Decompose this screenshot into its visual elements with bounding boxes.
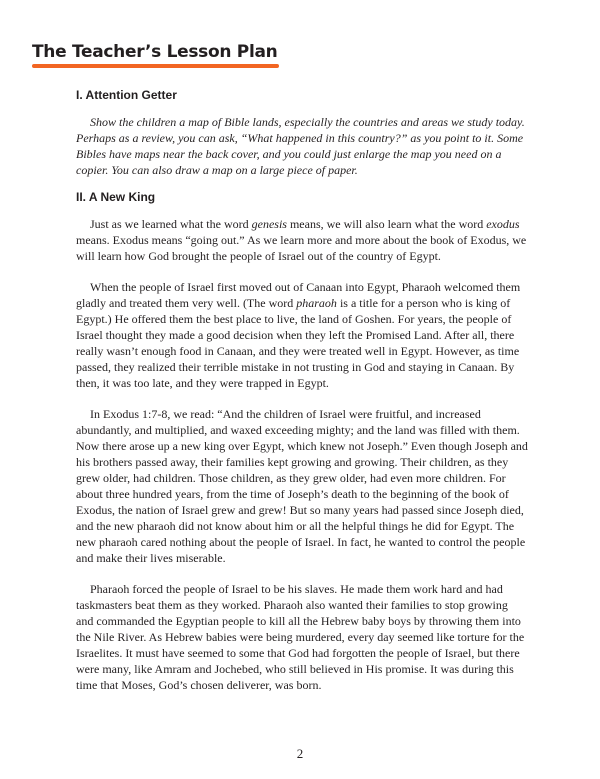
page-header: [32, 42, 277, 62]
emphasis-pharaoh: pharaoh: [296, 296, 337, 310]
emphasis-exodus: exodus: [486, 217, 520, 231]
text-span: means, we will also learn what the word: [286, 217, 487, 231]
page-title: The Teacher’s Lesson Plan: [32, 42, 278, 62]
text-span: is a title for a person who is king of Egypt.) He offered them the best place to live, the land of Goshen. For years, the people of Israel thought they made a good decision when they left the Promised Land. After all, there really wasn’t enough food in Canaan, and they were treated well in Egypt. However, as time passed, they realized their terrible mistake in not trusting in God and staying in Canaan. By then, it was too late, and they were trapped in Egypt.: [76, 296, 520, 390]
title-underline: [32, 64, 279, 68]
section-heading-new-king: II. A New King: [76, 190, 156, 204]
section-heading-attention-getter: I. Attention Getter: [76, 88, 177, 102]
text-span: When the people of Israel first moved out of Canaan into Egypt, Pharaoh welcomed them gladly and treated them very well. (The word: [76, 280, 521, 310]
new-king-paragraph-1: [76, 216, 528, 264]
attention-getter-paragraph: Show the children a map of Bible lands, especially the countries and areas we study today. Perhaps as a review, you can ask, “What happened in this country?” as you point to it. Some Bibles have maps near the back cover, and you could just enlarge the map you need on a copier. You can also draw a map on a large piece of paper.: [76, 115, 525, 177]
new-king-paragraph-4: Pharaoh forced the people of Israel to be his slaves. He made them work hard and had taskmasters beat them as they worked. Pharaoh also wanted their families to stop growing and commanded the Egyptian people to kill all the Hebrew baby boys by throwing them into the Nile River. As Hebrew babies were being murdered, every day seemed like torture for the Israelites. It must have seemed to some that God had forgotten the people of Israel, but there were many, like Amram and Jochebed, who still believed in His promise. It was during this time that Moses, God’s chosen deliverer, was born.: [76, 582, 525, 692]
new-king-paragraph-3: In Exodus 1:7-8, we read: “And the children of Israel were fruitful, and increased abundantly, and multiplied, and waxed exceeding mighty; and the land was filled with them. Now there arose up a new king over Egypt, which knew not Joseph.” Even though Joseph and his brothers passed away, their families kept growing and growing. Their children, as they grew older, had children. Those children, as they grew older, had even more children. For about three hundred years, from the time of Joseph’s death to the beginning of the book of Exodus, the nation of Israel grew and grew! But so many years had passed since Joseph died, and the new pharaoh did not know about him or all the helpful things he did for Egypt. The new pharaoh cared nothing about the people of Israel. In fact, he wanted to control the people and make their lives miserable.: [76, 407, 528, 565]
page-number: 2: [296, 746, 304, 761]
text-span: Just as we learned what the word: [90, 217, 252, 231]
new-king-paragraph-2: [76, 279, 528, 391]
emphasis-genesis: genesis: [251, 217, 287, 231]
text-span: means. Exodus means “going out.” As we learn more and more about the book of Exodus, we will learn how God brought the people of Israel out of the country of Egypt.: [76, 233, 527, 263]
lesson-content: [76, 88, 528, 693]
